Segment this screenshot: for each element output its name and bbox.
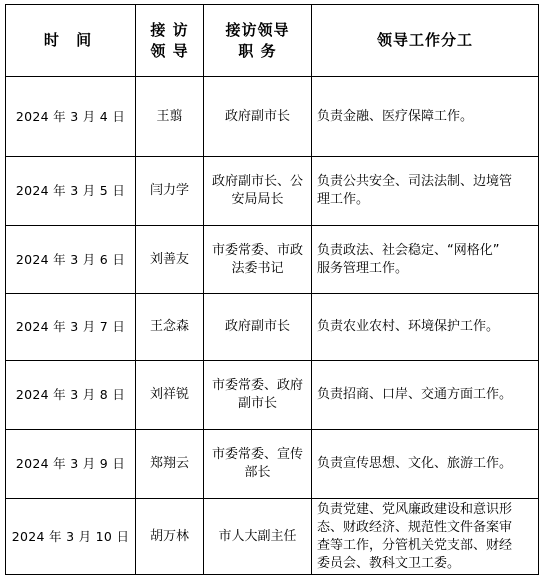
position-line: 政府副市长 — [224, 319, 290, 334]
leader-name-cell: 胡万林 — [136, 499, 204, 575]
position-line: 市委常委、宣传 — [211, 447, 303, 462]
duty-cell — [312, 430, 539, 499]
table-row — [6, 157, 539, 226]
duty-line: 查等工作，分管机关党支部、财经 — [317, 537, 513, 553]
header-duty: 领导工作分工 — [312, 5, 539, 77]
duty-line: 态、财政经济、规范性文件备案审 — [317, 519, 513, 535]
position-cell — [204, 294, 312, 361]
duty-cell — [312, 77, 539, 157]
position-cell — [204, 77, 312, 157]
duty-line: 负责金融、医疗保障工作。 — [317, 108, 474, 124]
table-row — [6, 499, 539, 575]
header-position-line1: 接访领导 — [225, 20, 290, 39]
duty-line: 负责政法、社会稳定、“网格化” — [317, 242, 500, 258]
table-row — [6, 430, 539, 499]
date-cell: 2024 年 3 月 4 日 — [6, 77, 136, 157]
position-cell — [204, 499, 312, 575]
date-cell: 2024 年 3 月 8 日 — [6, 361, 136, 430]
duty-cell — [312, 294, 539, 361]
date-cell: 2024 年 3 月 7 日 — [6, 294, 136, 361]
header-time: 时 间 — [6, 5, 136, 77]
duty-line: 负责招商、口岸、交通方面工作。 — [317, 387, 513, 402]
leader-name-cell: 王翦 — [136, 77, 204, 157]
header-position-line2: 职 务 — [238, 41, 277, 60]
leader-name-cell: 郑翔云 — [136, 430, 204, 499]
position-line: 政府副市长、公 — [211, 174, 303, 189]
header-leader — [136, 5, 204, 77]
position-line: 政府副市长 — [224, 108, 290, 124]
duty-cell — [312, 226, 539, 294]
duty-line: 服务管理工作。 — [317, 260, 409, 276]
position-line: 市委常委、政府 — [211, 378, 303, 393]
date-cell: 2024 年 3 月 9 日 — [6, 430, 136, 499]
table-row — [6, 294, 539, 361]
reception-schedule-table — [5, 4, 539, 575]
duty-line: 委员会、教科文卫工委。 — [317, 555, 461, 571]
position-cell — [204, 157, 312, 226]
position-line: 安局局长 — [231, 192, 284, 207]
duty-cell — [312, 499, 539, 575]
position-line: 部长 — [244, 465, 271, 480]
position-cell — [204, 226, 312, 294]
position-line: 市委常委、市政 — [211, 242, 303, 258]
position-line: 市人大副主任 — [218, 528, 297, 544]
table-header-row — [6, 5, 539, 77]
leader-name-cell: 刘善友 — [136, 226, 204, 294]
duty-line: 负责党建、党风廉政建设和意识形 — [317, 501, 513, 517]
duty-line: 理工作。 — [317, 192, 370, 207]
duty-line: 负责农业农村、环境保护工作。 — [317, 319, 500, 334]
header-leader-line2: 领 导 — [150, 41, 189, 60]
header-leader-line1: 接 访 — [150, 20, 189, 39]
leader-name-cell: 刘祥锐 — [136, 361, 204, 430]
header-position — [204, 5, 312, 77]
table-row — [6, 361, 539, 430]
table-row — [6, 77, 539, 157]
position-line: 副市长 — [237, 396, 277, 411]
duty-line: 负责公共安全、司法法制、边境管 — [317, 174, 513, 189]
date-cell: 2024 年 3 月 10 日 — [6, 499, 136, 575]
duty-cell — [312, 157, 539, 226]
position-cell — [204, 361, 312, 430]
leader-name-cell: 王念森 — [136, 294, 204, 361]
duty-line: 负责宣传思想、文化、旅游工作。 — [317, 456, 513, 471]
date-cell: 2024 年 3 月 5 日 — [6, 157, 136, 226]
position-line: 法委书记 — [231, 260, 284, 276]
leader-name-cell: 闫力学 — [136, 157, 204, 226]
table-row — [6, 226, 539, 294]
date-cell: 2024 年 3 月 6 日 — [6, 226, 136, 294]
duty-cell — [312, 361, 539, 430]
position-cell — [204, 430, 312, 499]
